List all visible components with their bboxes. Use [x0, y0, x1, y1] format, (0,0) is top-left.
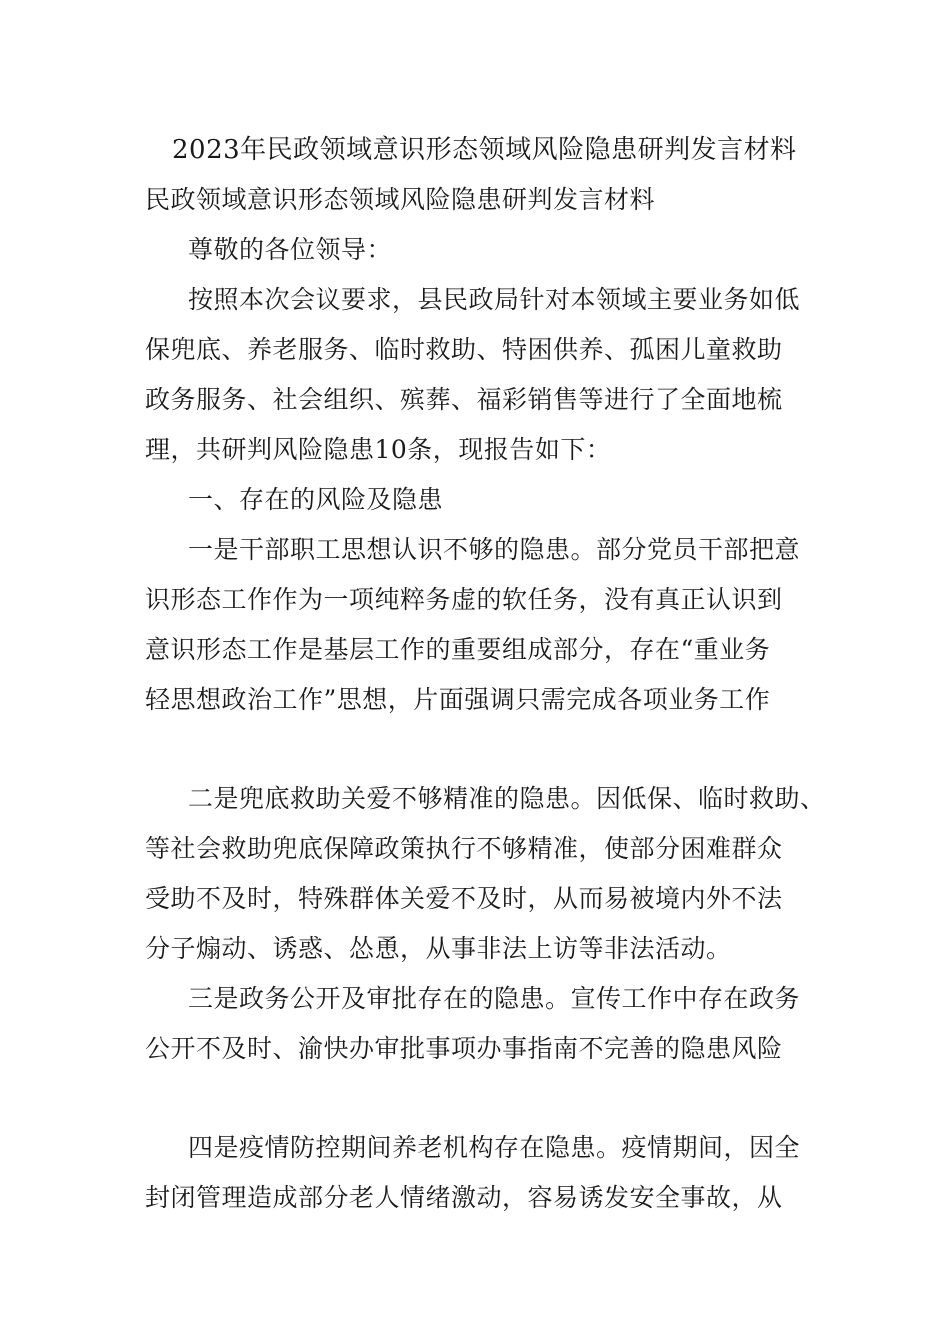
item4-line: 封闭管理造成部分老人情绪激动，容易诱发安全事故，从: [145, 1183, 783, 1212]
item3-line: 三是政务公开及审批存在的隐患。宣传工作中存在政务: [188, 984, 801, 1013]
intro-line: 按照本次会议要求，县民政局针对本领域主要业务如低: [188, 285, 801, 314]
item4-line: 四是疫情防控期间养老机构存在隐患。疫情期间，因全: [188, 1133, 801, 1162]
item1-line: 意识形态工作是基层工作的重要组成部分，存在“重业务: [145, 635, 771, 664]
item2-line: 分子煽动、诱惑、怂恿，从事非法上访等非法活动。: [145, 934, 732, 963]
intro-line: 保兜底、养老服务、临时救助、特困供养、孤困儿童救助: [145, 335, 783, 364]
document-subtitle: 民政领域意识形态领域风险隐患研判发言材料: [145, 185, 656, 214]
section-heading: 一、存在的风险及隐患: [188, 485, 444, 514]
item1-line: 识形态工作作为一项纯粹务虚的软任务，没有真正认识到: [145, 585, 783, 614]
salutation: 尊敬的各位领导：: [188, 235, 393, 264]
intro-line: 政务服务、社会组织、殡葬、福彩销售等进行了全面地梳: [145, 385, 783, 414]
item2-line: 二是兜底救助关爱不够精准的隐患。因低保、临时救助、: [188, 784, 826, 813]
item3-line: 公开不及时、渝快办审批事项办事指南不完善的隐患风险: [145, 1034, 783, 1063]
item1-line: 轻思想政治工作”思想，片面强调只需完成各项业务工作: [145, 685, 771, 714]
item2-line: 等社会救助兜底保障政策执行不够精准，使部分困难群众: [145, 834, 783, 863]
intro-line: 理，共研判风险隐患10条，现报告如下：: [145, 435, 612, 464]
item2-line: 受助不及时，特殊群体关爱不及时，从而易被境内外不法: [145, 884, 783, 913]
item1-line: 一是干部职工思想认识不够的隐患。部分党员干部把意: [188, 535, 801, 564]
document-title: 2023年民政领域意识形态领域风险隐患研判发言材料: [172, 135, 797, 165]
